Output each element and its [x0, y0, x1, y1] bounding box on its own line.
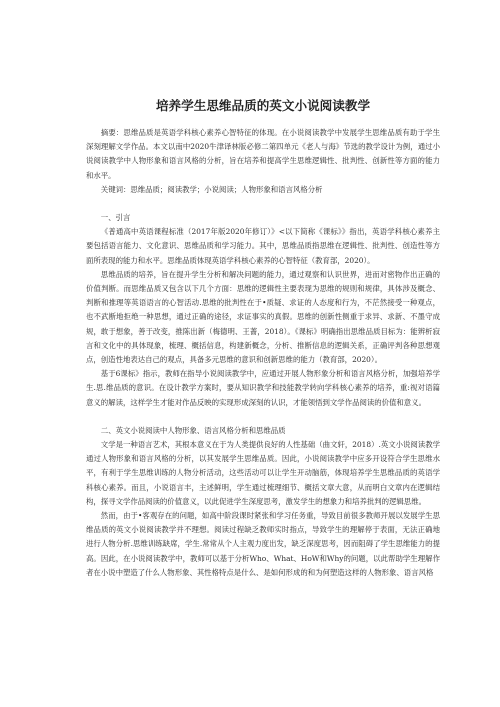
body-paragraph: 然而，由于•客观存在的问题，如高中阶段课时紧张和学习任务重，导致目前很多教师开展以发展学生思维品质的英文小说阅读教学并不理想。阅读过程缺乏教师实时指点，导致学生的理解停于表面，无法正确地进行人物分析.思维训练缺席，学生.常常从个人主观力度出发，缺乏深度思考，因而阻碍了学生思维能力的提高。因此，在小说阅读教学中，教师可以基于分析Who、What、HoW和Why的问题，以此帮助学生理解作者在小说中塑造了什么人物形象、其性格特点是什么、是如何形成的和为何塑造这样的人物形象、语言风格: [86, 511, 440, 577]
body-paragraph: 《普通高中英语课程标准（2017年版2020年修订）》<以下简称《课标》》指出，英语学科核心素养主要包括语言能力、文化意识、思维品质和学习能力。其中，思维品质指思维在逻辑性、批判性、创造性等方面所表现的能力和水平。思维品质体现英语学科核心素养的心智特征（教育部，2020）。: [86, 227, 440, 265]
paper-title: 培养学生思维品质的英文小说阅读教学: [155, 98, 371, 113]
body-paragraph: 思维品质的培养，旨在提升学生分析和解决问题的能力，通过观察和认识世界，进而对密物作出正确的价值判断。而思维品质又包含以下几个方面：思维的逻辑性主要表现为思维的规则和规律，具体涉及概念、判断和推理等英语语言的心智活动.思维的批判性在于•质疑、求证的人态度和行为，不茫然接受一种观点，也不武断地拒绝一种思想，通过正确的途径，求证事实的真假。思维的创新性侧重于求异、求新、不墨守成规，敢于想象，善于改变，推陈出新（梅德明、王蔷，2018）。《课标》明确指出思维品质目标为：能辨析寂言和文化中的具体现象，梳理、概括信息，构建新概念，分析、推断信息的逻辑关系，正确评判各种思想观点，创造性地表达自己的观点，具备多元思维的意识和创新思维的能力（教育部，2020）。: [86, 269, 440, 365]
paper-body: [86, 126, 440, 580]
abstract-paragraph: 摘要：思维品质是英语学科核心素养心智特征的体现。在小说阅读教学中发展学生思维品质有助于学生深刻理解文学作品。本文以南中2020牛津译林版必修二第四单元《老人与海》节选的教学设计为例，通过小说阅读教学中人物形象和语言风格的分析，旨在培养和提高学生思维逻辑性、批判性、创新性等方面的能力和水平。: [86, 128, 440, 180]
section-heading-introduction: 一、引言: [100, 213, 131, 223]
keywords-line: 关键词：思维品质；阅读教学；小说阅读；人物形象和语言风格分析: [100, 184, 323, 194]
body-paragraph: 文学是一种语言艺术，其根本意义在于为人类提供良好的人性基础（曲文轩，2018）.英文小说阅读教学通过人物形象和语言风格的分析，以其发展学生思维品质。因此，小说阅读教学中应多开设符合学生思维水平，有利于学生思维训练的人物分析活动，这些活动可以让学生开动脑筋，体现培养学生思维品质的英语学科核心素养。而且，小说语言丰，主述鲜明，学生通过梳理细节、概括文章大意，从而明白文章内在逻辑结构，探寻文学作品阅读的价值意义，以此促进学生深度思考，激发学生的想象力和培养批判的逻辑思维。: [86, 440, 440, 506]
section-heading-analysis: 二、英文小说阅读中人物形象、语言风格分析和思维品质: [100, 425, 286, 435]
body-paragraph: 基于6课标》指示，教师在指导小说阅读教学中，应通过开展人物形象分析和语言风格分析，加强培养学生.思.维品质的意识。在设计教学方案时，要从知识教学和技能教学转向学科核心素养的培养，重:视对语篇意义的解读，这样学生才能对作品反映的实现形成深刻的认识，才能领悟到文学作品阅读的价值和意义。: [86, 369, 440, 407]
